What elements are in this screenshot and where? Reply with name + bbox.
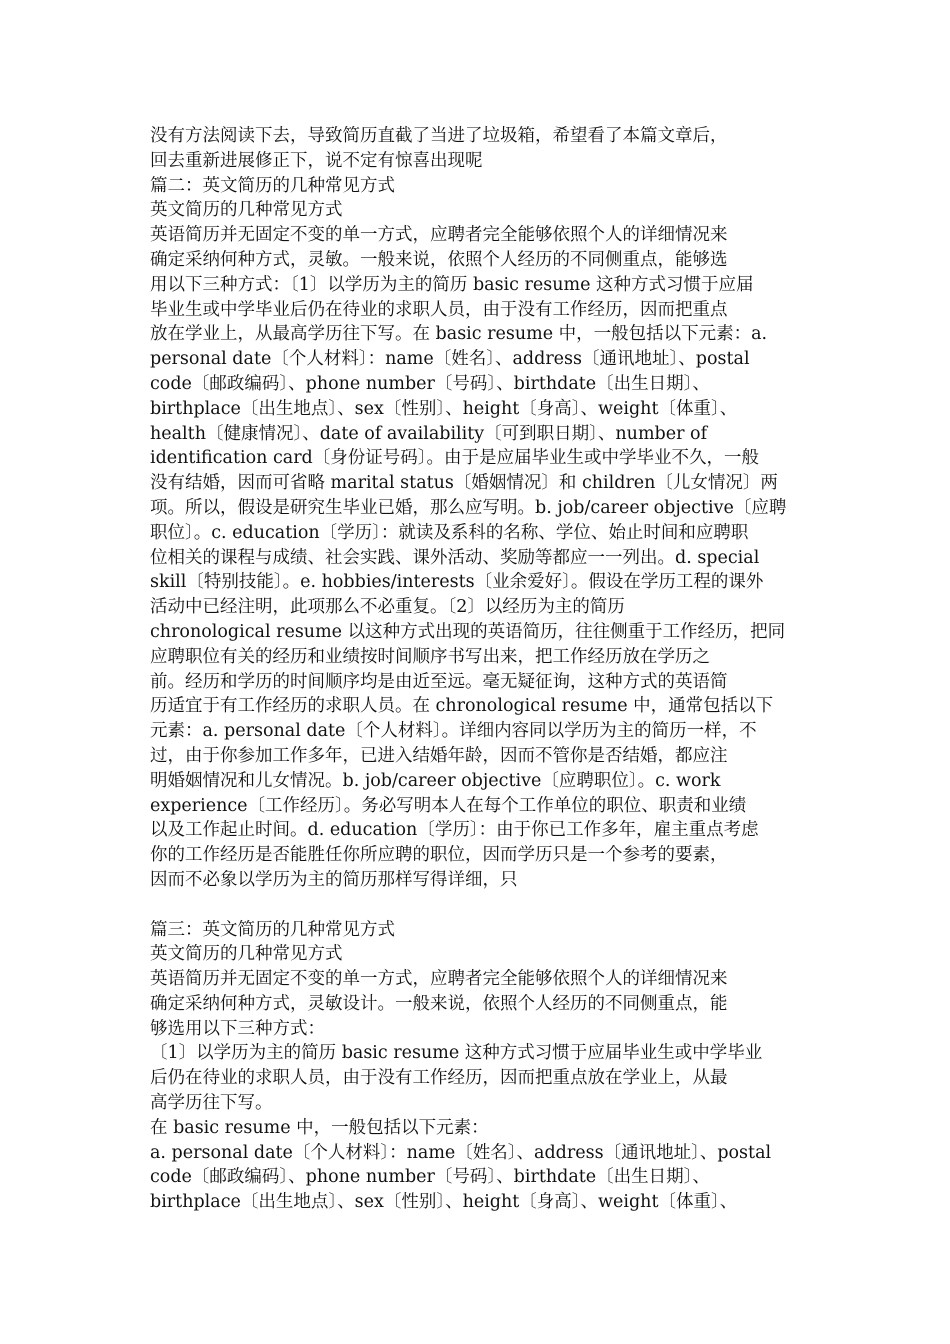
text-line: 明婚姻情况和儿女情况。b. job/career objective〔应聘职位〕。c. work <box>150 770 721 791</box>
blank-line <box>150 893 800 918</box>
text-line: 没有结婚，因而可省略 marital status〔婚姻情况〕和 children〔儿女情况〕两 <box>150 473 778 494</box>
text-line: 过，由于你参加工作多年，已进入结婚年龄，因而不管你是否结婚，都应注 <box>150 745 728 766</box>
text-line: 放在学业上，从最高学历往下写。在 basic resume 中，一般包括以下元素：a. <box>150 324 768 345</box>
text-line: health〔健康情况〕、date of availability〔可到职日期〕、number of <box>150 423 708 444</box>
text-line: 篇二：英文简历的几种常见方式 <box>150 175 395 196</box>
text-line: 英文简历的几种常见方式 <box>150 944 343 965</box>
text-line: 〔1〕以学历为主的简历 basic resume 这种方式习惯于应届毕业生或中学毕业 <box>150 1043 763 1064</box>
text-line: 以及工作起止时间。d. education〔学历〕：由于你已工作多年，雇主重点考虑 <box>150 820 759 841</box>
text-line: 毕业生或中学毕业后仍在待业的求职人员，由于没有工作经历，因而把重点 <box>150 299 728 320</box>
text-line: personal date〔个人材料〕：name〔姓名〕、address〔通讯地址〕、postal <box>150 349 750 370</box>
text-line: 够选用以下三种方式： <box>150 1018 325 1039</box>
text-line: 后仍在待业的求职人员，由于没有工作经历，因而把重点放在学业上，从最 <box>150 1068 728 1089</box>
text-line: code〔邮政编码〕、phone number〔号码〕、birthdate〔出生日期〕、 <box>150 373 710 394</box>
text-line: 英语简历并无固定不变的单一方式，应聘者完全能够依照个人的详细情况来 <box>150 225 728 246</box>
text-line: 确定采纳何种方式，灵敏设计。一般来说，依照个人经历的不同侧重点，能 <box>150 993 728 1014</box>
text-line: 英语简历并无固定不变的单一方式，应聘者完全能够依照个人的详细情况来 <box>150 969 728 990</box>
text-line: 应聘职位有关的经历和业绩按时间顺序书写出来，把工作经历放在学历之 <box>150 646 710 667</box>
text-line: 确定采纳何种方式，灵敏。一般来说，依照个人经历的不同侧重点，能够选 <box>150 249 728 270</box>
text-line: 英文简历的几种常见方式 <box>150 200 343 221</box>
text-line: birthplace〔出生地点〕、sex〔性别〕、height〔身高〕、weight〔体重〕、 <box>150 398 738 419</box>
text-line: 因而不必象以学历为主的简历那样写得详细，只 <box>150 869 518 890</box>
text-line: 位相关的课程与成绩、社会实践、课外活动、奖励等都应一一列出。d. special <box>150 547 760 568</box>
text-line: 职位〕。c. education〔学历〕：就读及系科的名称、学位、始止时间和应聘职 <box>150 522 749 543</box>
text-line: 活动中已经注明，此项那么不必重复。〔2〕以经历为主的简历 <box>150 597 625 618</box>
text-line: skill〔特别技能〕。e. hobbies/interests〔业余爱好〕。假设在学历工程的课外 <box>150 572 764 593</box>
text-line: 元素：a. personal date〔个人材料〕。详细内容同以学历为主的简历一样，不 <box>150 721 757 742</box>
text-line: 在 basic resume 中，一般包括以下元素： <box>150 1117 489 1138</box>
text-line: 前。经历和学历的时间顺序均是由近至远。毫无疑征询，这种方式的英语简 <box>150 671 728 692</box>
text-line: experience〔工作经历〕。务必写明本人在每个工作单位的职位、职责和业绩 <box>150 795 747 816</box>
text-line: a. personal date〔个人材料〕：name〔姓名〕、address〔通讯地址〕、postal <box>150 1142 772 1163</box>
text-line: identification card〔身份证号码〕。由于是应届毕业生或中学毕业不久，一般 <box>150 448 760 469</box>
text-line: 历适宜于有工作经历的求职人员。在 chronological resume 中，通常包括以下 <box>150 696 774 717</box>
text-line: chronological resume 以这种方式出现的英语简历，往往侧重于工作经历，把同 <box>150 621 786 642</box>
text-line: 项。所以，假设是研究生毕业已婚，那么应写明。b. job/career objective〔应聘 <box>150 497 787 518</box>
text-line: 高学历往下写。 <box>150 1093 273 1114</box>
text-line: 用以下三种方式：〔1〕以学历为主的简历 basic resume 这种方式习惯于应届 <box>150 274 754 295</box>
text-line: 没有方法阅读下去，导致简历直截了当进了垃圾箱，希望看了本篇文章后， <box>150 126 728 146</box>
text-line: code〔邮政编码〕、phone number〔号码〕、birthdate〔出生日期〕、 <box>150 1167 710 1188</box>
text-line: 回去重新进展修正下，说不定有惊喜出现呢 <box>150 150 483 171</box>
text-line: 你的工作经历是否能胜任你所应聘的职位，因而学历只是一个参考的要素， <box>150 845 728 866</box>
text-line: 篇三：英文简历的几种常见方式 <box>150 919 395 940</box>
document-body <box>150 124 800 1215</box>
text-line: birthplace〔出生地点〕、sex〔性别〕、height〔身高〕、weight〔体重〕、 <box>150 1192 738 1213</box>
